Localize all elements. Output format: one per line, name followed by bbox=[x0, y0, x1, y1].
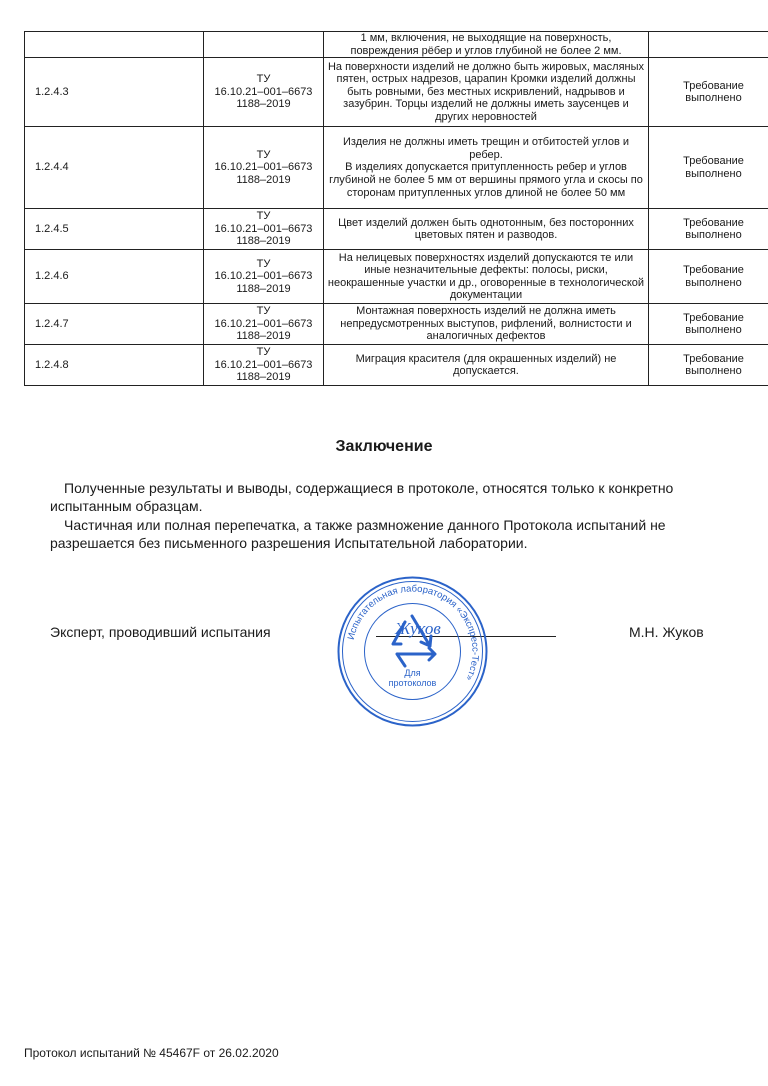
clause-number bbox=[25, 32, 204, 58]
table-row bbox=[25, 32, 768, 58]
result-status: Требование выполнено bbox=[649, 250, 768, 304]
result-status: Требование выполнено bbox=[649, 127, 768, 209]
result-status: Требование выполнено bbox=[649, 58, 768, 127]
result-status bbox=[649, 32, 768, 58]
requirement-text: Монтажная поверхность изделий не должна иметь непредусмотренных выступов, рифлений, волнистости и аналогичных дефектов bbox=[324, 304, 649, 345]
result-status: Требование выполнено bbox=[649, 304, 768, 345]
table-row bbox=[25, 127, 768, 209]
spec-reference bbox=[204, 32, 324, 58]
requirement-text: Цвет изделий должен быть однотонным, без посторонних цветовых пятен и разводов. bbox=[324, 209, 649, 250]
conclusion-paragraph-1: Полученные результаты и выводы, содержащиеся в протоколе, относятся только к конкретно испытанным образцам. bbox=[50, 480, 674, 514]
stamp-center-text: Для протоколов bbox=[388, 668, 437, 688]
requirements-table bbox=[24, 31, 768, 386]
spec-reference: ТУ 16.10.21–001–6673 1188–2019 bbox=[204, 127, 324, 209]
spec-reference: ТУ 16.10.21–001–6673 1188–2019 bbox=[204, 304, 324, 345]
clause-number: 1.2.4.7 bbox=[25, 304, 204, 345]
requirement-text: На нелицевых поверхностях изделий допускаются те или иные незначительные дефекты: полосы, риски, неокрашенные участки и др., оговоренные в технологической документации bbox=[324, 250, 649, 304]
conclusion-heading: Заключение bbox=[335, 438, 433, 455]
handwritten-signature: Жуков bbox=[395, 619, 441, 638]
conclusion-paragraph-2: Частичная или полная перепечатка, а также размножение данного Протокола испытаний не разрешается без письменного разрешения Испытательной лаборатории. bbox=[50, 517, 666, 551]
expert-label: Эксперт, проводивший испытания bbox=[50, 624, 271, 640]
table-row bbox=[25, 209, 768, 250]
requirement-text: Миграция красителя (для окрашенных изделий) не допускается. bbox=[324, 345, 649, 386]
table-row bbox=[25, 250, 768, 304]
clause-number: 1.2.4.5 bbox=[25, 209, 204, 250]
clause-number: 1.2.4.6 bbox=[25, 250, 204, 304]
laboratory-stamp bbox=[335, 574, 490, 729]
spec-reference: ТУ 16.10.21–001–6673 1188–2019 bbox=[204, 345, 324, 386]
clause-number: 1.2.4.4 bbox=[25, 127, 204, 209]
table-row bbox=[25, 58, 768, 127]
requirement-text: Изделия не должны иметь трещин и отбитостей углов и ребер. В изделиях допускается притупленность ребер и углов глубиной не более 5 мм от вершины прямого угла и скосы по сторонам притупленных углов длиной не более 50 мм bbox=[324, 127, 649, 209]
spec-reference: ТУ 16.10.21–001–6673 1188–2019 bbox=[204, 209, 324, 250]
result-status: Требование выполнено bbox=[649, 209, 768, 250]
table-row bbox=[25, 345, 768, 386]
expert-name: М.Н. Жуков bbox=[629, 624, 704, 640]
clause-number: 1.2.4.3 bbox=[25, 58, 204, 127]
table-row bbox=[25, 304, 768, 345]
spec-reference: ТУ 16.10.21–001–6673 1188–2019 bbox=[204, 58, 324, 127]
requirement-text: 1 мм, включения, не выходящие на поверхность, повреждения рёбер и углов глубиной не более 2 мм. bbox=[324, 32, 649, 58]
requirement-text: На поверхности изделий не должно быть жировых, масляных пятен, острых надрезов, царапин Кромки изделий должны быть ровными, без местных искривлений, надрывов и зазубрин. Торцы изделий не должны иметь заусенцев и других неровностей bbox=[324, 58, 649, 127]
spec-reference: ТУ 16.10.21–001–6673 1188–2019 bbox=[204, 250, 324, 304]
protocol-footer: Протокол испытаний № 45467F от 26.02.2020 bbox=[24, 1046, 279, 1060]
stamp-ring-text: Испытательная лаборатория «Экспресс-Тест» bbox=[345, 583, 481, 683]
clause-number: 1.2.4.8 bbox=[25, 345, 204, 386]
result-status: Требование выполнено bbox=[649, 345, 768, 386]
